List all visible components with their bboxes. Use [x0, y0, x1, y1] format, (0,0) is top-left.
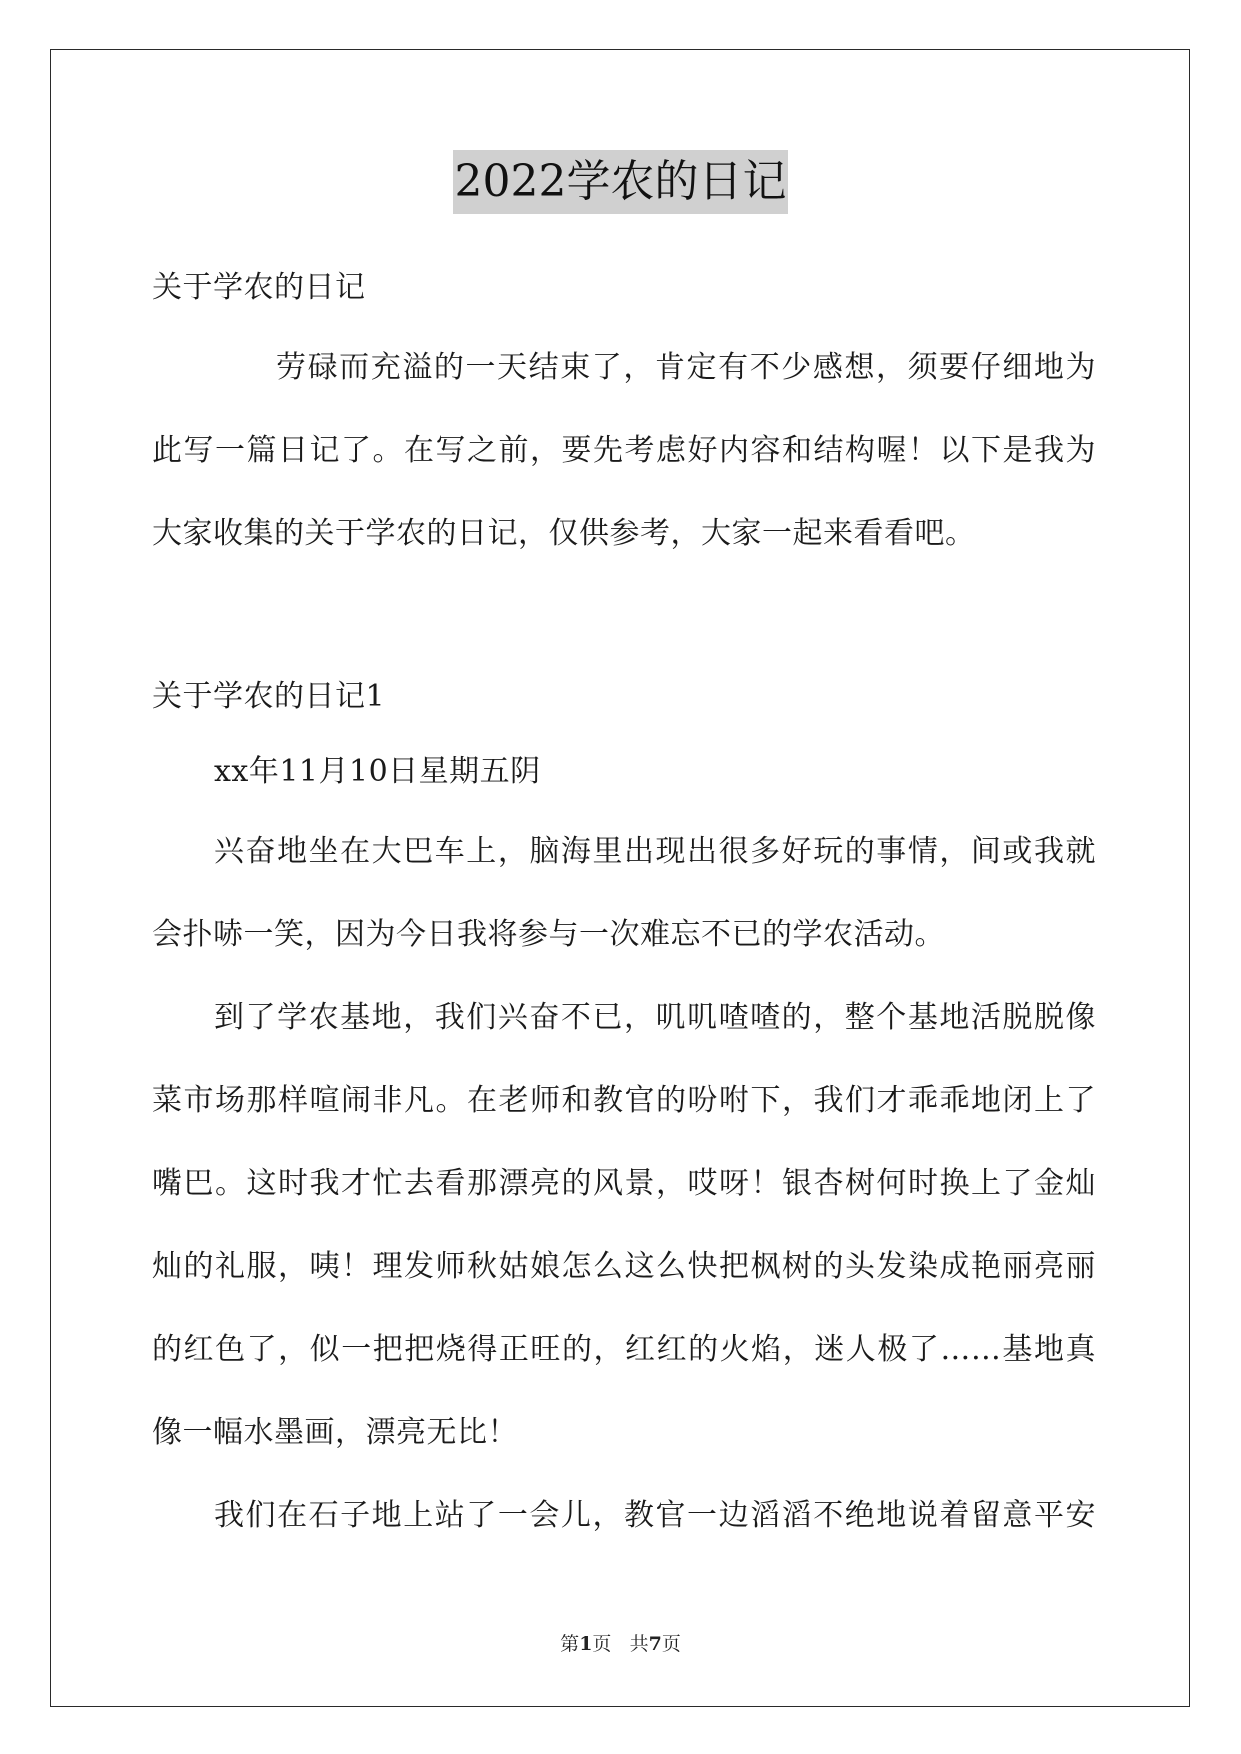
footer-page-number: 1 — [579, 1633, 593, 1655]
paragraph-2-line-2: 菜市场那样喧闹非凡。在老师和教官的吩咐下，我们才乖乖地闭上了 — [152, 1083, 1096, 1118]
paragraph-1-line-2: 会扑哧一笑，因为今日我将参与一次难忘不已的学农活动。 — [152, 917, 945, 952]
title-container — [0, 150, 1241, 214]
paragraph-2-line-3: 嘴巴。这时我才忙去看那漂亮的风景，哎呀！银杏树何时换上了金灿 — [152, 1166, 1096, 1201]
paragraph-1-line-1: 兴奋地坐在大巴车上，脑海里出现出很多好玩的事情，间或我就 — [214, 834, 1096, 869]
footer-total-suffix: 页 — [661, 1633, 681, 1655]
diary-date-line: xx年11月10日星期五阴 — [214, 754, 541, 789]
section-heading: 关于学农的日记1 — [152, 679, 386, 714]
paragraph-2-line-6: 像一幅水墨画，漂亮无比！ — [152, 1415, 518, 1450]
footer-page-suffix: 页 — [592, 1633, 612, 1655]
intro-heading: 关于学农的日记 — [152, 270, 366, 305]
paragraph-2-line-1: 到了学农基地，我们兴奋不已，叽叽喳喳的，整个基地活脱脱像 — [214, 1000, 1096, 1035]
paragraph-2-line-4: 灿的礼服，咦！理发师秋姑娘怎么这么快把枫树的头发染成艳丽亮丽 — [152, 1249, 1096, 1284]
document-title: 2022学农的日记 — [453, 150, 789, 214]
intro-paragraph-line-3: 大家收集的关于学农的日记，仅供参考，大家一起来看看吧。 — [152, 516, 976, 551]
page-footer — [0, 1632, 1241, 1656]
paragraph-2-line-5: 的红色了，似一把把烧得正旺的，红红的火焰，迷人极了……基地真 — [152, 1332, 1096, 1367]
footer-total-prefix: 共 — [629, 1633, 649, 1655]
paragraph-3-line-1: 我们在石子地上站了一会儿，教官一边滔滔不绝地说着留意平安 — [214, 1498, 1096, 1533]
footer-total-pages: 7 — [648, 1633, 662, 1655]
intro-paragraph-line-2: 此写一篇日记了。在写之前，要先考虑好内容和结构喔！以下是我为 — [152, 433, 1096, 468]
intro-paragraph-line-1: 劳碌而充溢的一天结束了，肯定有不少感想，须要仔细地为 — [276, 350, 1096, 385]
footer-page-prefix: 第 — [560, 1633, 580, 1655]
